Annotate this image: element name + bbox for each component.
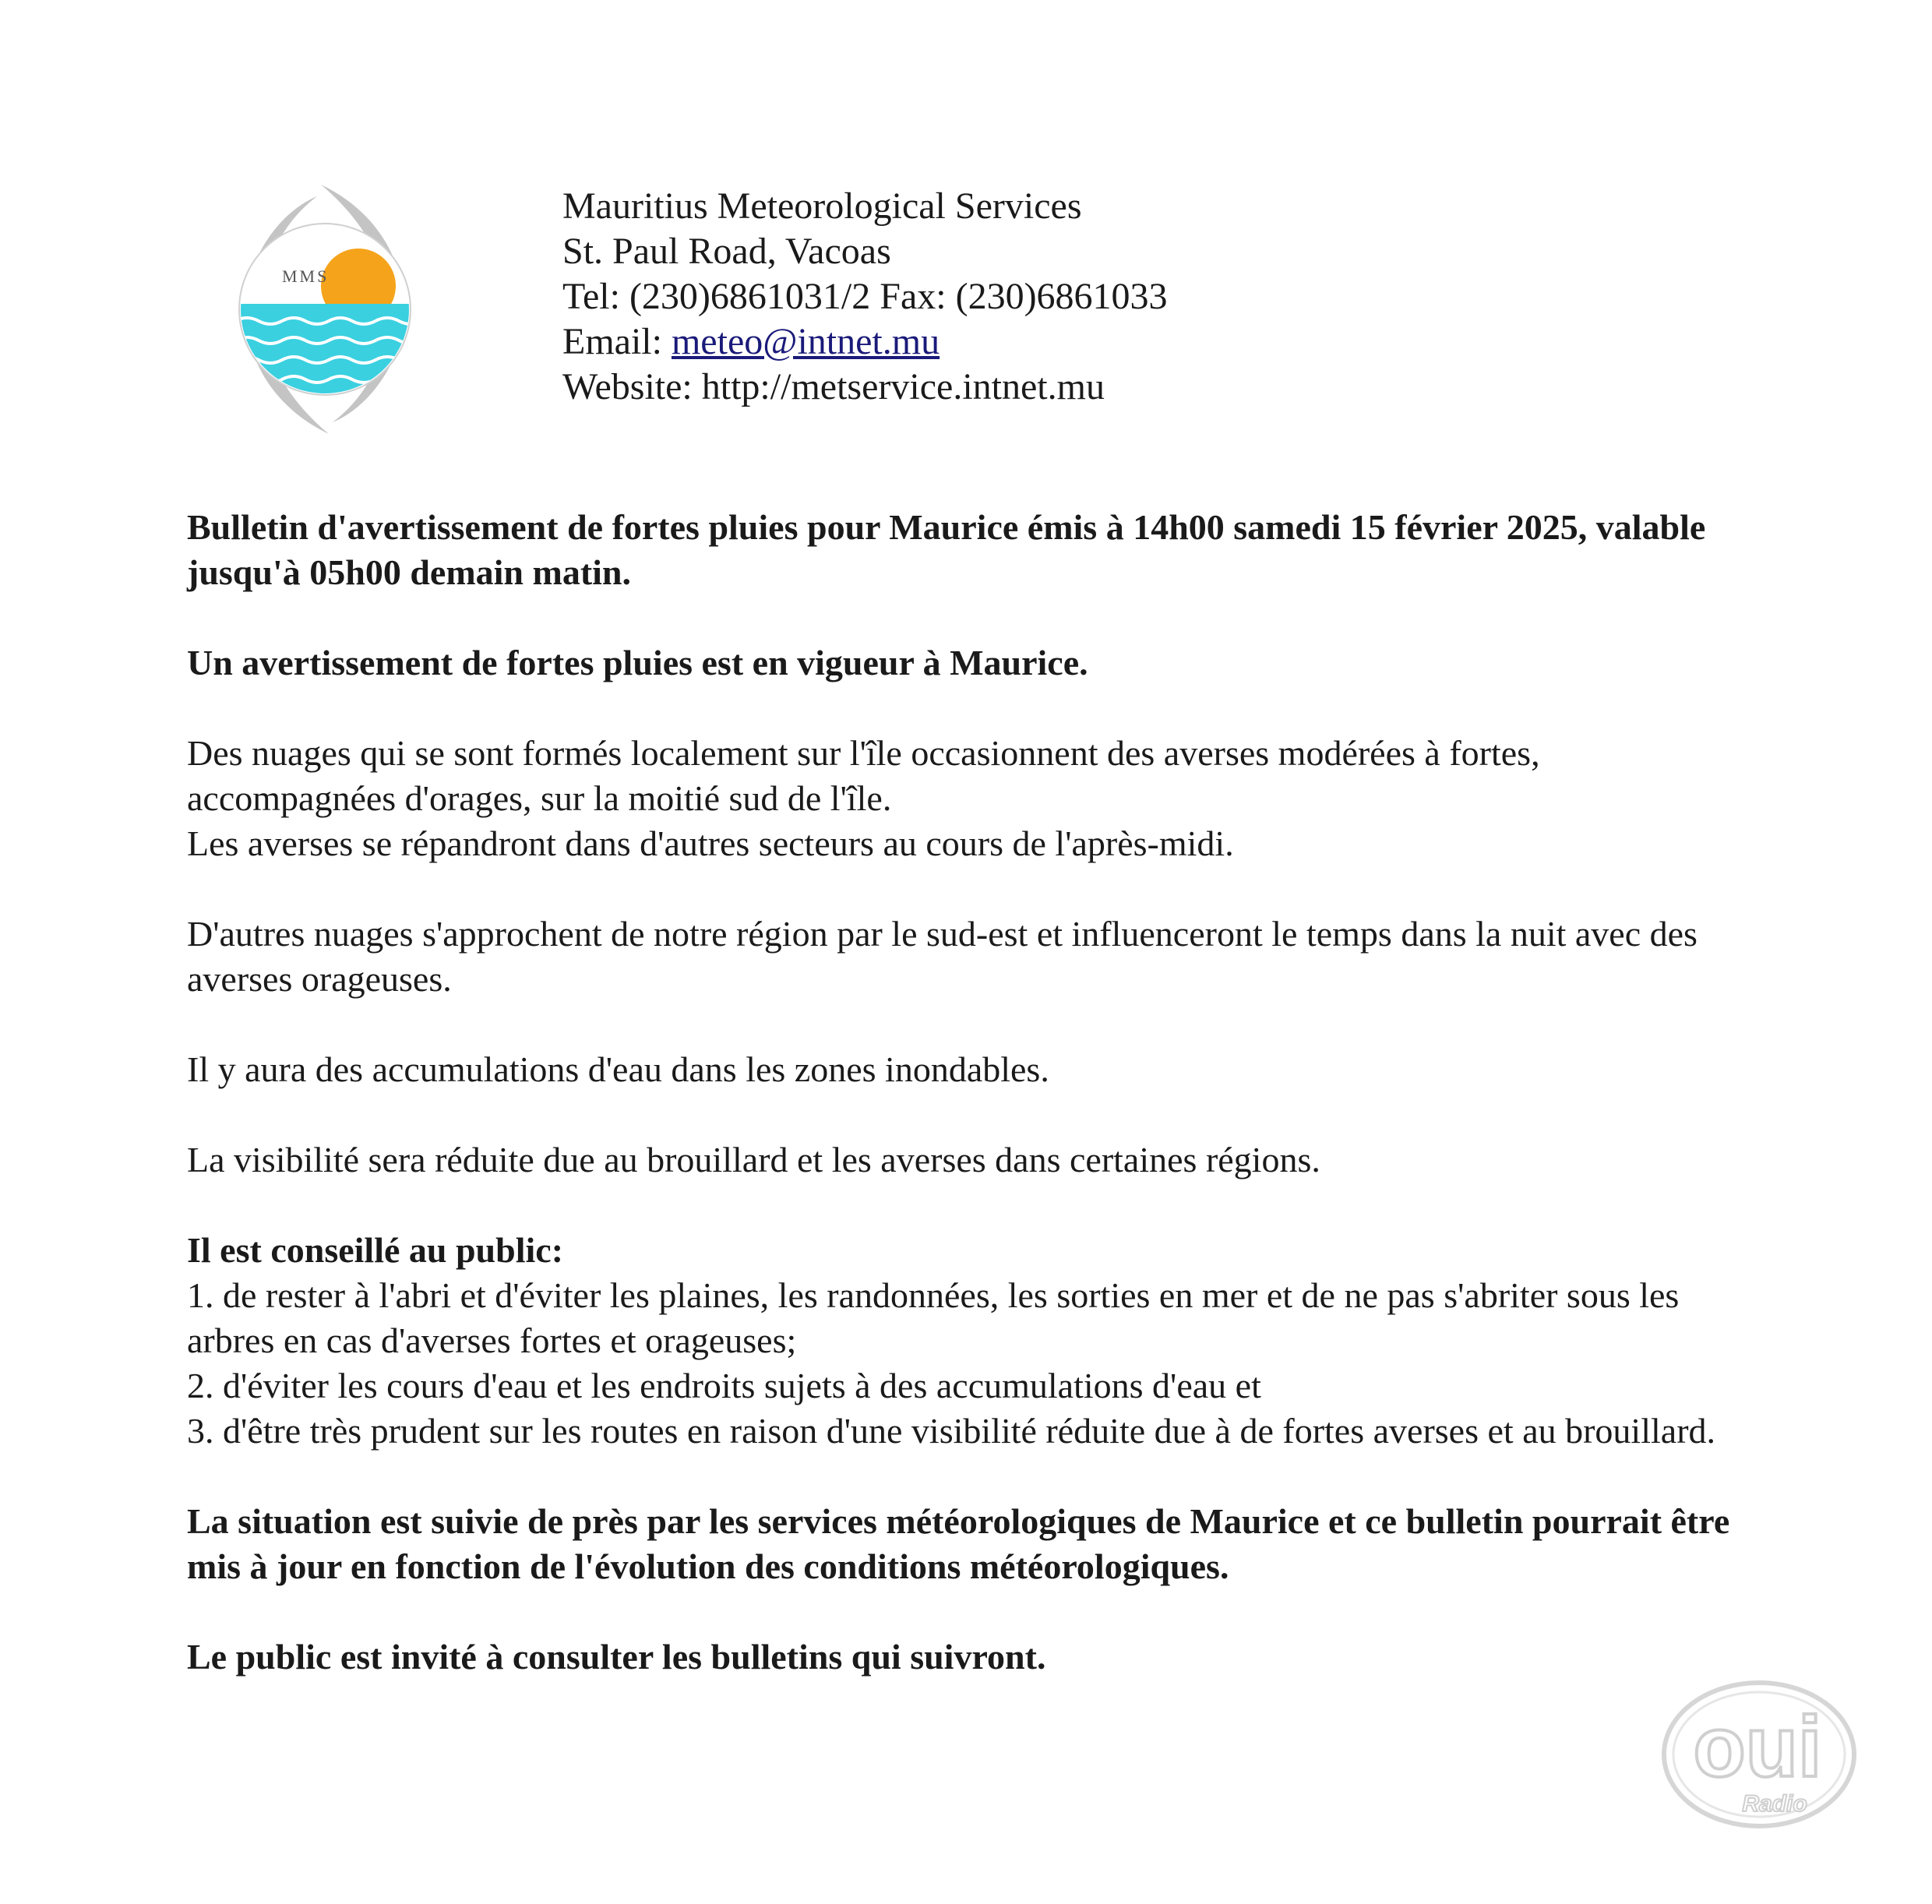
org-phone-fax: Tel: (230)6861031/2 Fax: (230)6861033 [562, 276, 1168, 317]
bulletin-body [187, 505, 1745, 1680]
paragraph-local-clouds: Des nuages qui se sont formés localement sur l'île occasionnent des averses modérées à fortes, accompagnées d'orages, sur la moitié sud de l'île. [187, 733, 1540, 818]
paragraph-southeast-clouds: D'autres nuages s'approchent de notre région par le sud-est et influenceront le temps dans la nuit avec des averses orageuses. [187, 914, 1698, 999]
paragraph-water-accumulation: Il y aura des accumulations d'eau dans les zones inondables. [187, 1049, 1049, 1089]
watermark-sub-text: Radio [1742, 1791, 1807, 1817]
letterhead [562, 184, 1168, 410]
advice-item: 3. d'être très prudent sur les routes en raison d'une visibilité réduite due à de fortes averses et au brouillard. [187, 1411, 1716, 1451]
warning-statement: Un avertissement de fortes pluies est en vigueur à Maurice. [187, 643, 1088, 682]
bulletin-title: Bulletin d'avertissement de fortes pluies pour Maurice émis à 14h00 samedi 15 février 2025, valable jusqu'à 05h00 demain matin. [187, 507, 1706, 592]
paragraph-visibility: La visibilité sera réduite due au brouillard et les averses dans certaines régions. [187, 1140, 1320, 1179]
svg-text:MMS: MMS [282, 266, 330, 286]
mms-logo [227, 181, 422, 438]
org-name: Mauritius Meteorological Services [562, 185, 1082, 227]
org-email-line [562, 319, 1168, 365]
advice-item: 1. de rester à l'abri et d'éviter les plaines, les randonnées, les sorties en mer et de ne pas s'abriter sous les arbres en cas d'averses fortes et orageuses; [187, 1275, 1680, 1360]
closing-statement: Le public est invité à consulter les bulletins qui suivront. [187, 1637, 1046, 1677]
oui-radio-watermark [1658, 1667, 1860, 1835]
email-link[interactable]: meteo@intnet.mu [671, 321, 940, 362]
paragraph-spread: Les averses se répandront dans d'autres secteurs au cours de l'après-midi. [187, 823, 1234, 863]
org-address: St. Paul Road, Vacoas [562, 231, 891, 272]
advice-heading: Il est conseillé au public: [187, 1230, 564, 1270]
advice-item: 2. d'éviter les cours d'eau et les endroits sujets à des accumulations d'eau et [187, 1366, 1261, 1405]
watermark-main-text: oui [1693, 1699, 1822, 1795]
email-label: Email: [562, 321, 672, 362]
situation-statement: La situation est suivie de près par les services météorologiques de Maurice et ce bulletin pourrait être mis à jour en fonction de l'évolution des conditions météorologiques. [187, 1501, 1730, 1586]
org-website: Website: http://metservice.intnet.mu [562, 366, 1105, 407]
